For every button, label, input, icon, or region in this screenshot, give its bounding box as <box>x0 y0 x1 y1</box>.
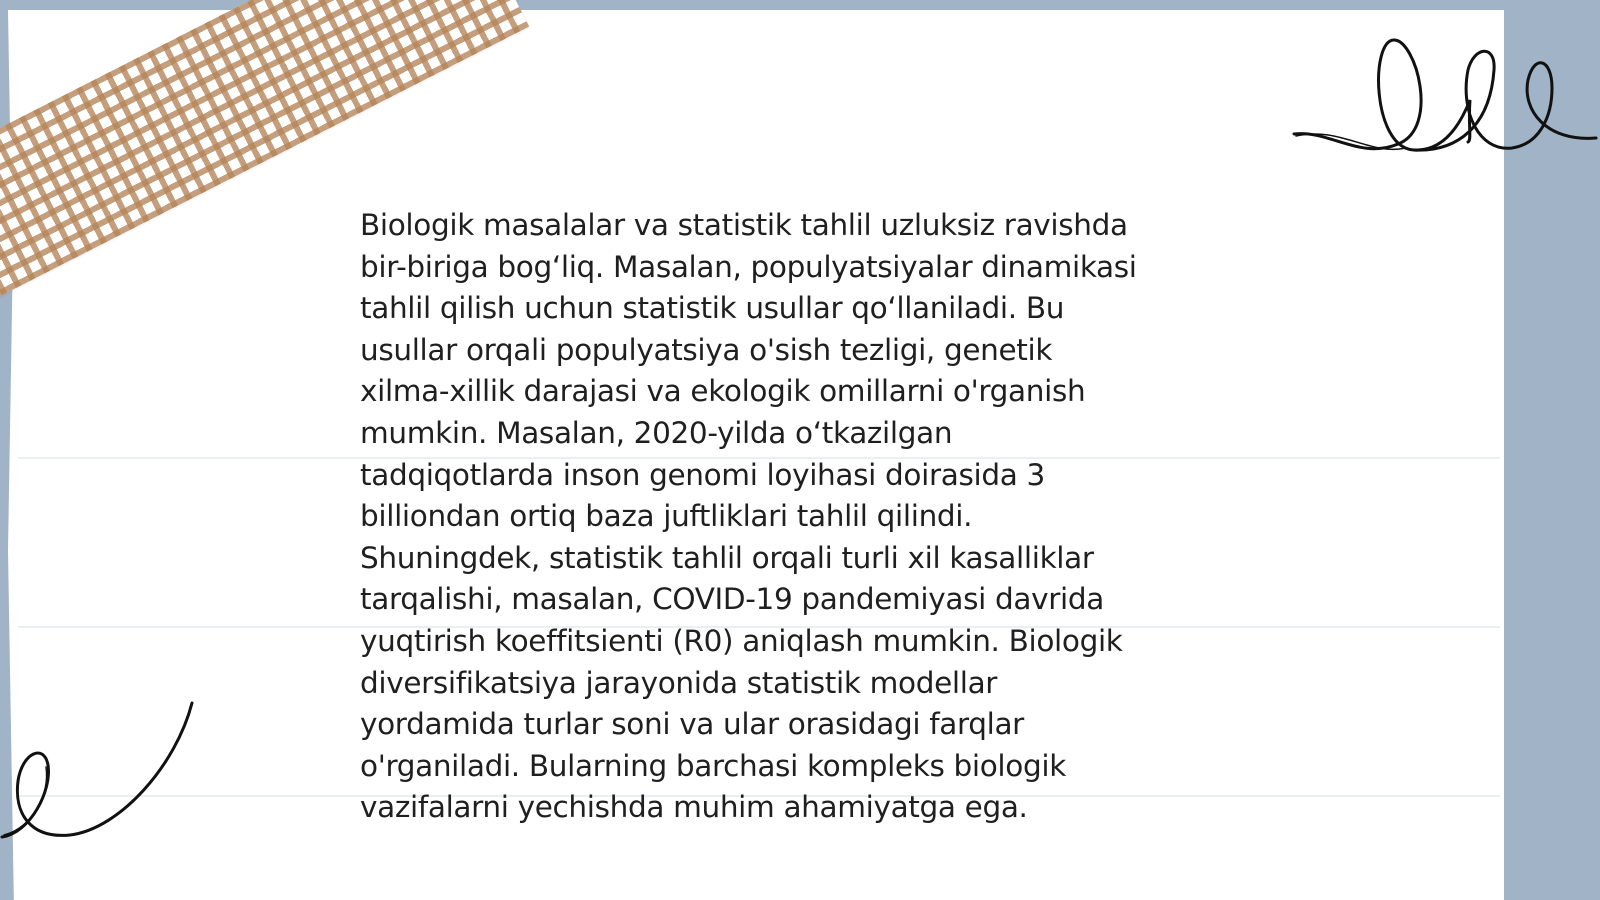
text-line: billiondan ortiq baza juftliklari tahlil qilindi. <box>360 499 973 534</box>
text-line: yordamida turlar soni va ular orasidagi farqlar <box>360 707 1024 742</box>
text-line: vazifalarni yechishda muhim ahamiyatga ega. <box>360 790 1028 825</box>
text-line: usullar orqali populyatsiya o'sish tezligi, genetik <box>360 332 1053 367</box>
text-line: bir-biriga bog‘liq. Masalan, populyatsiyalar dinamikasi <box>360 249 1137 284</box>
slide-body-text <box>360 205 1260 829</box>
text-line: Shuningdek, statistik tahlil orqali turli xil kasalliklar <box>360 540 1094 575</box>
text-line: tahlil qilish uchun statistik usullar qo‘llaniladi. Bu <box>360 291 1065 326</box>
squiggle-bottom-left-icon <box>0 695 200 845</box>
text-line: xilma-xillik darajasi va ekologik omillarni o'rganish <box>360 374 1086 409</box>
text-line: Biologik masalalar va statistik tahlil uzluksiz ravishda <box>360 208 1128 242</box>
text-line: tadqiqotlarda inson genomi loyihasi doirasida 3 <box>360 457 1045 492</box>
text-line: yuqtirish koeffitsienti (R0) aniqlash mumkin. Biologik <box>360 623 1123 658</box>
text-line: o'rganiladi. Bularning barchasi kompleks biologik <box>360 748 1066 783</box>
text-line: diversifikatsiya jarayonida statistik modellar <box>360 665 998 700</box>
squiggle-top-right-icon <box>1290 30 1600 170</box>
text-line: mumkin. Masalan, 2020-yilda o‘tkazilgan <box>360 415 953 450</box>
text-line: tarqalishi, masalan, COVID-19 pandemiyasi davrida <box>360 582 1104 617</box>
